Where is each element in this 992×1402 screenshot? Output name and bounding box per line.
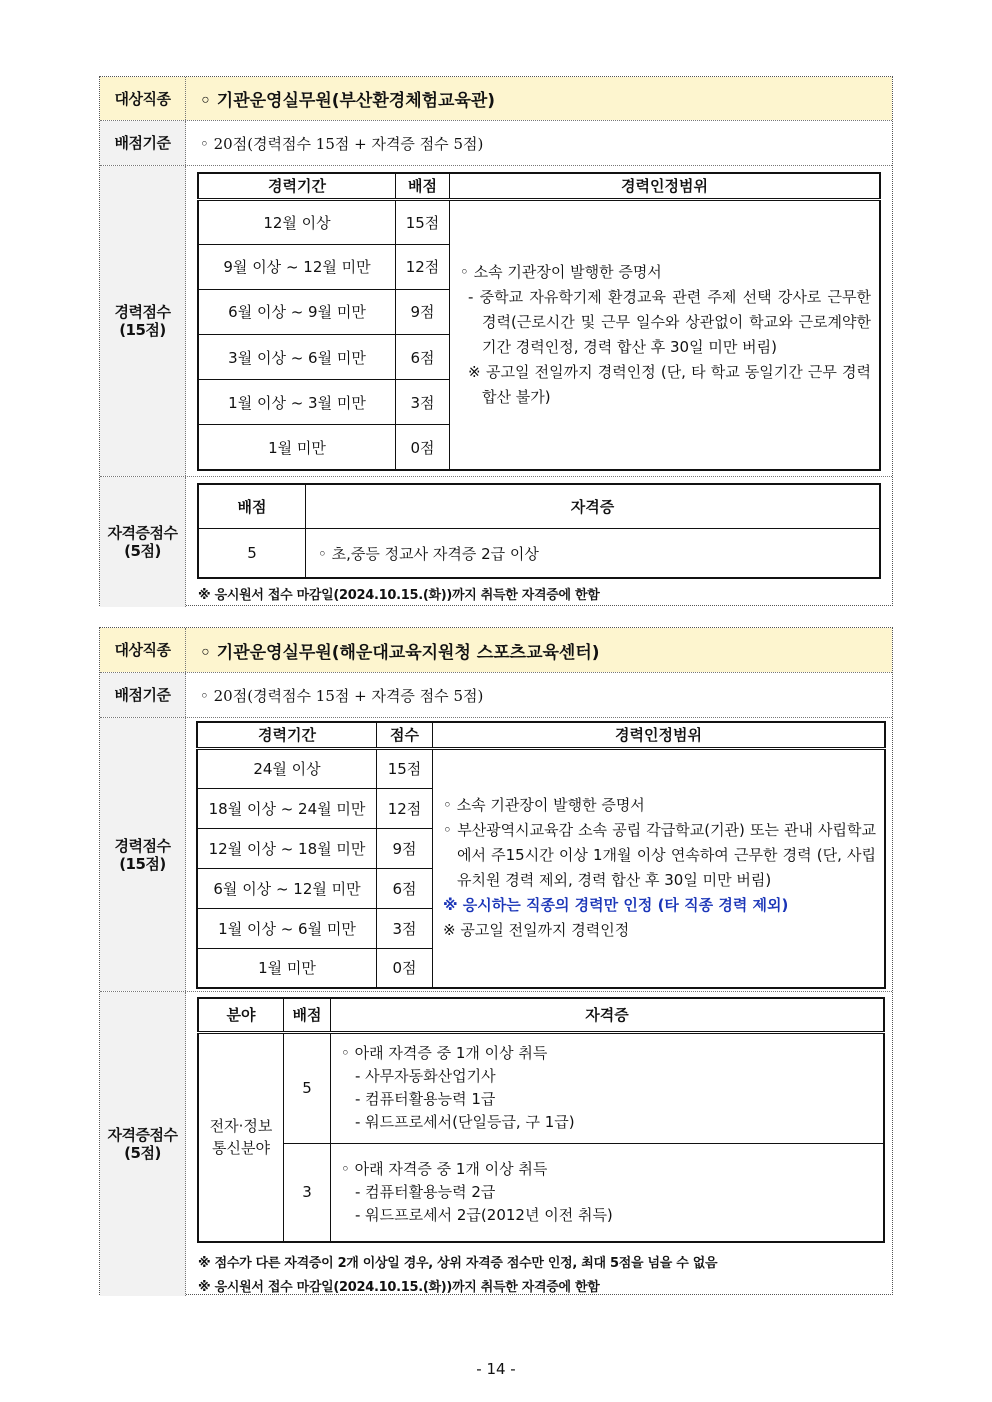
career-scope: ◦ 소속 기관장이 발행한 증명서 ◦ 부산광역시교육감 소속 공립 각급학교(기관) 또는 관내 사립학교에서 주15시간 이상 1개월 이상 연속하여 근무한 경력 (단, 사립 유치원 경력 제외, 경력 합산 후 30일 미만 버림) ※ 응시하는 직종의 경력만 인정 (타 직종 경력 제외) ※ 공고일 전일까지 경력인정 — [433, 748, 886, 988]
cert-table — [197, 483, 881, 579]
page-number: - 14 - — [476, 1360, 516, 1378]
score-cell: 9점 — [377, 828, 433, 868]
cert-score-cell: 5 — [284, 1032, 331, 1143]
col-period: 경력기간 — [197, 722, 377, 748]
score-cell: 3점 — [396, 380, 450, 425]
period-cell: 18월 이상 ~ 24월 미만 — [197, 788, 377, 828]
target-row — [100, 628, 892, 673]
score-cell: 6점 — [377, 868, 433, 908]
period-cell: 1월 이상 ~ 6월 미만 — [197, 908, 377, 948]
cert-row — [100, 477, 892, 607]
col-scope: 경력인정범위 — [433, 722, 886, 748]
cert-name-cell: ◦ 초,중등 정교사 자격증 2급 이상 — [306, 529, 881, 578]
career-scope: ◦ 소속 기관장이 발행한 증명서 - 중학교 자유학기제 환경교육 관련 주제 선택 강사로 근무한 경력(근로시간 및 근무 일수와 상관없이 학교와 근로계약한 기간 경력인정, 경력 합산 후 30일 미만 버림) ※ 공고일 전일까지 경력인정 (단, 타 학교 동일기간 근무 경력 합산 불가) — [450, 199, 881, 470]
period-cell: 1월 미만 — [197, 948, 377, 988]
score-cell: 12점 — [377, 788, 433, 828]
target-row — [100, 77, 892, 121]
section-2 — [99, 627, 893, 1295]
cert-label-sub: (5점) — [124, 1144, 161, 1162]
section-1 — [99, 76, 893, 606]
col-cert-score: 배점 — [198, 484, 306, 529]
career-table — [197, 172, 881, 471]
col-cert-name: 자격증 — [306, 484, 881, 529]
period-cell: 6월 이상 ~ 12월 미만 — [197, 868, 377, 908]
period-cell: 6월 이상 ~ 9월 미만 — [198, 289, 396, 334]
standard-label: 배점기준 — [100, 121, 186, 165]
target-job: ◦ 기관운영실무원(부산환경체험교육관) — [200, 91, 496, 111]
period-cell: 12월 이상 ~ 18월 미만 — [197, 828, 377, 868]
period-cell: 3월 이상 ~ 6월 미만 — [198, 335, 396, 380]
cert-table — [197, 997, 885, 1243]
cert-note-1: ※ 점수가 다른 자격증이 2개 이상일 경우, 상위 자격증 점수만 인정, 최대 5점을 넘을 수 없음 — [198, 1256, 718, 1271]
col-score: 배점 — [396, 173, 450, 199]
score-cell: 15점 — [377, 748, 433, 788]
cert-label: 자격증점수 — [107, 1126, 178, 1144]
career-row — [100, 718, 892, 992]
score-cell: 6점 — [396, 335, 450, 380]
cert-list: ◦ 아래 자격증 중 1개 이상 취득 - 사무자동화산업기사 - 컴퓨터활용능력 1급 - 워드프로세서(단일등급, 구 1급) — [331, 1032, 885, 1143]
cert-label-sub: (5점) — [124, 542, 161, 560]
career-label: 경력점수 — [114, 836, 171, 855]
target-job: ◦ 기관운영실무원(해운대교육지원청 스포츠교육센터) — [200, 642, 600, 663]
col-field: 분야 — [198, 998, 284, 1032]
col-cert-score: 배점 — [284, 998, 331, 1032]
career-table — [196, 721, 886, 989]
standard-row — [100, 121, 892, 166]
col-period: 경력기간 — [198, 173, 396, 199]
cert-list: ◦ 아래 자격증 중 1개 이상 취득 - 컴퓨터활용능력 2급 - 워드프로세서 2급(2012년 이전 취득) — [331, 1143, 885, 1242]
career-label-sub: (15점) — [119, 321, 166, 339]
score-cell: 12점 — [396, 244, 450, 289]
period-cell: 9월 이상 ~ 12월 미만 — [198, 244, 396, 289]
cert-note: ※ 응시원서 접수 마감일(2024.10.15.(화))까지 취득한 자격증에 한함 — [198, 588, 600, 603]
col-cert-name: 자격증 — [331, 998, 885, 1032]
cert-label: 자격증점수 — [107, 524, 178, 542]
period-cell: 1월 이상 ~ 3월 미만 — [198, 380, 396, 425]
cert-score-cell: 3 — [284, 1143, 331, 1242]
period-cell: 1월 미만 — [198, 425, 396, 470]
target-label: 대상직종 — [100, 77, 186, 120]
score-cell: 0점 — [377, 948, 433, 988]
standard-text: ◦ 20점(경력점수 15점 + 자격증 점수 5점) — [200, 686, 484, 705]
period-cell: 24월 이상 — [197, 748, 377, 788]
standard-text: ◦ 20점(경력점수 15점 + 자격증 점수 5점) — [200, 134, 484, 153]
career-label: 경력점수 — [114, 303, 171, 321]
score-cell: 0점 — [396, 425, 450, 470]
col-scope: 경력인정범위 — [450, 173, 881, 199]
cert-score-cell: 5 — [198, 529, 306, 578]
target-label: 대상직종 — [100, 628, 186, 672]
cert-field-cell: 전자·정보 통신분야 — [198, 1032, 284, 1242]
cert-note-2: ※ 응시원서 접수 마감일(2024.10.15.(화))까지 취득한 자격증에 한함 — [198, 1280, 600, 1295]
career-label-sub: (15점) — [119, 854, 166, 873]
cert-row — [100, 992, 892, 1296]
score-cell: 15점 — [396, 199, 450, 244]
standard-label: 배점기준 — [100, 673, 186, 717]
score-cell: 3점 — [377, 908, 433, 948]
col-score: 점수 — [377, 722, 433, 748]
standard-row — [100, 673, 892, 718]
period-cell: 12월 이상 — [198, 199, 396, 244]
score-cell: 9점 — [396, 289, 450, 334]
career-row — [100, 166, 892, 477]
